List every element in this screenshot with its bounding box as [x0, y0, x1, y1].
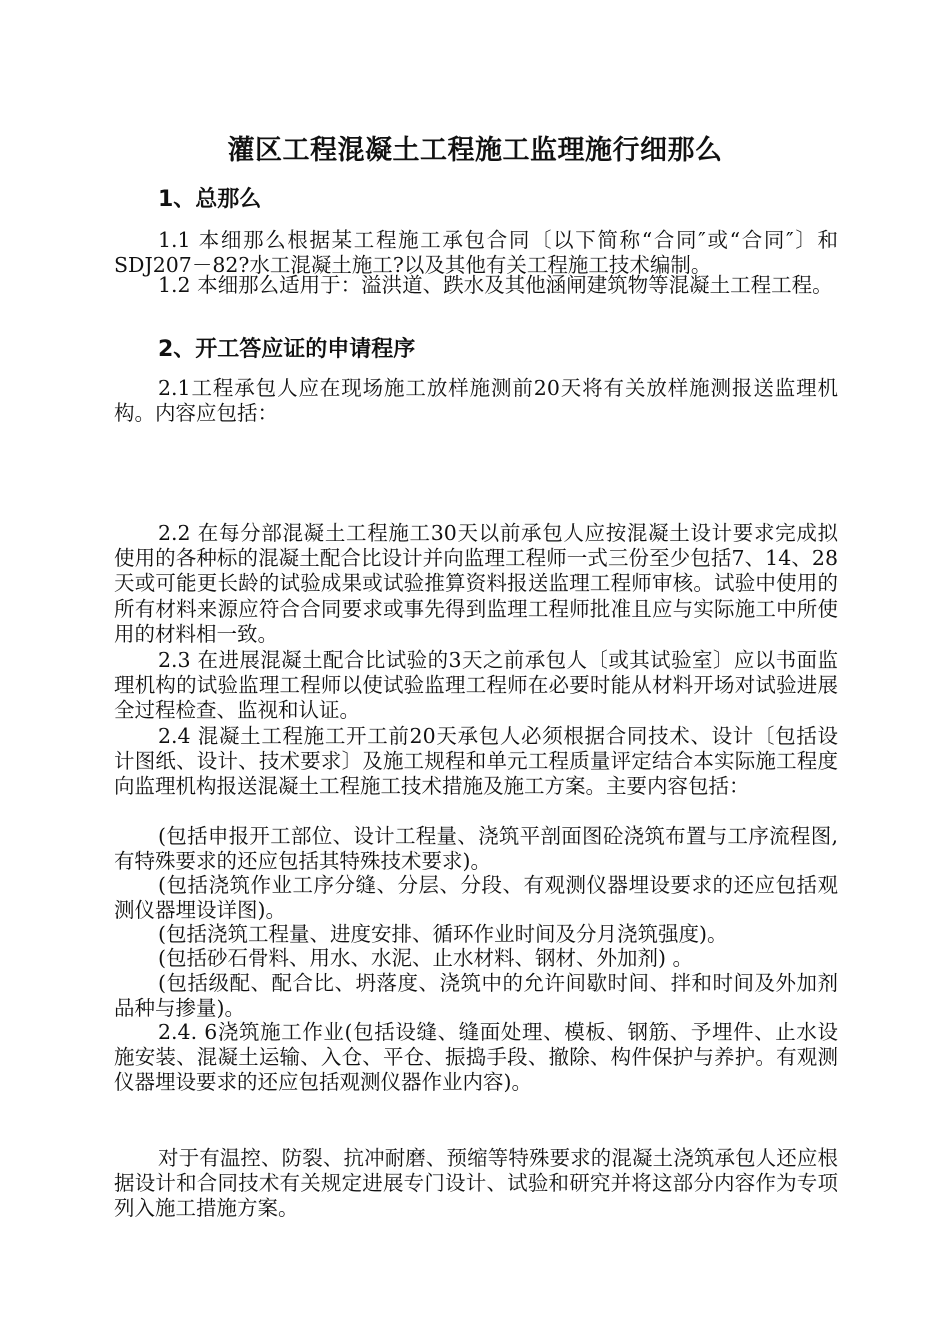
section-1-heading: 1、总那么: [158, 187, 262, 212]
paragraph-2-4: 2.4 混凝土工程施工开工前20天承包人必须根据合同技术、设计〔包括设计图纸、设计、技术要求〕及施工规程和单元工程质量评定结合本实际施工程度向监理机构报送混凝土工程施工技术措施及施工方案。主要内容包括：: [114, 724, 838, 799]
list-item-b: (包括浇筑作业工序分缝、分层、分段、有观测仪器埋设要求的还应包括观测仪器埋设详图)。: [114, 873, 838, 923]
paragraph-2-1: 2.1工程承包人应在现场施工放样施测前20天将有关放样施测报送监理机构。内容应包括：: [114, 376, 838, 426]
paragraph-2-4-6: 2.4. 6浇筑施工作业(包括设缝、缝面处理、模板、钢筋、予埋件、止水设施安装、混凝土运输、入仓、平仓、振捣手段、撤除、构件保护与养护。有观测仪器埋设要求的还应包括观测仪器作业内容)。: [114, 1020, 838, 1095]
document-title: 灌区工程混凝土工程施工监理施行细那么: [227, 135, 723, 166]
list-item-c: (包括浇筑工程量、进度安排、循环作业时间及分月浇筑强度)。: [158, 922, 728, 946]
section-2-heading: 2、开工答应证的申请程序: [158, 337, 416, 362]
paragraph-1-2: 1.2 本细那么适用于：溢洪道、跌水及其他涵闸建筑物等混凝土工程工程。: [158, 273, 833, 297]
paragraph-2-2: 2.2 在每分部混凝土工程施工30天以前承包人应按混凝土设计要求完成拟使用的各种标的混凝土配合比设计并向监理工程师一式三份至少包括7、14、28天或可能更长龄的试验成果或试验推算资料报送监理工程师审核。试验中使用的所有材料来源应符合合同要求或事先得到监理工程师批准且应与实际施工中所使用的材料相一致。: [114, 521, 838, 646]
list-item-a: (包括申报开工部位、设计工程量、浇筑平剖面图砼浇筑布置与工序流程图,有特殊要求的还应包括其特殊技术要求)。: [114, 824, 838, 874]
paragraph-special-requirements: 对于有温控、防裂、抗冲耐磨、预缩等特殊要求的混凝土浇筑承包人还应根据设计和合同技术有关规定进展专门设计、试验和研究并将这部分内容作为专项列入施工措施方案。: [114, 1146, 838, 1221]
paragraph-1-1: 1.1 本细那么根据某工程施工承包合同〔以下简称“合同″或“合同″〕和SDJ207－82?水工混凝土施工?以及其他有关工程施工技术编制。: [114, 228, 838, 278]
list-item-d: (包括砂石骨料、用水、水泥、止水材料、钢材、外加剂) 。: [158, 946, 694, 970]
paragraph-2-3: 2.3 在进展混凝土配合比试验的3天之前承包人〔或其试验室〕应以书面监理机构的试验监理工程师以使试验监理工程师在必要时能从材料开场对试验进展全过程检查、监视和认证。: [114, 648, 838, 723]
list-item-e: (包括级配、配合比、坍落度、浇筑中的允许间歇时间、拌和时间及外加剂品种与掺量)。: [114, 971, 838, 1021]
